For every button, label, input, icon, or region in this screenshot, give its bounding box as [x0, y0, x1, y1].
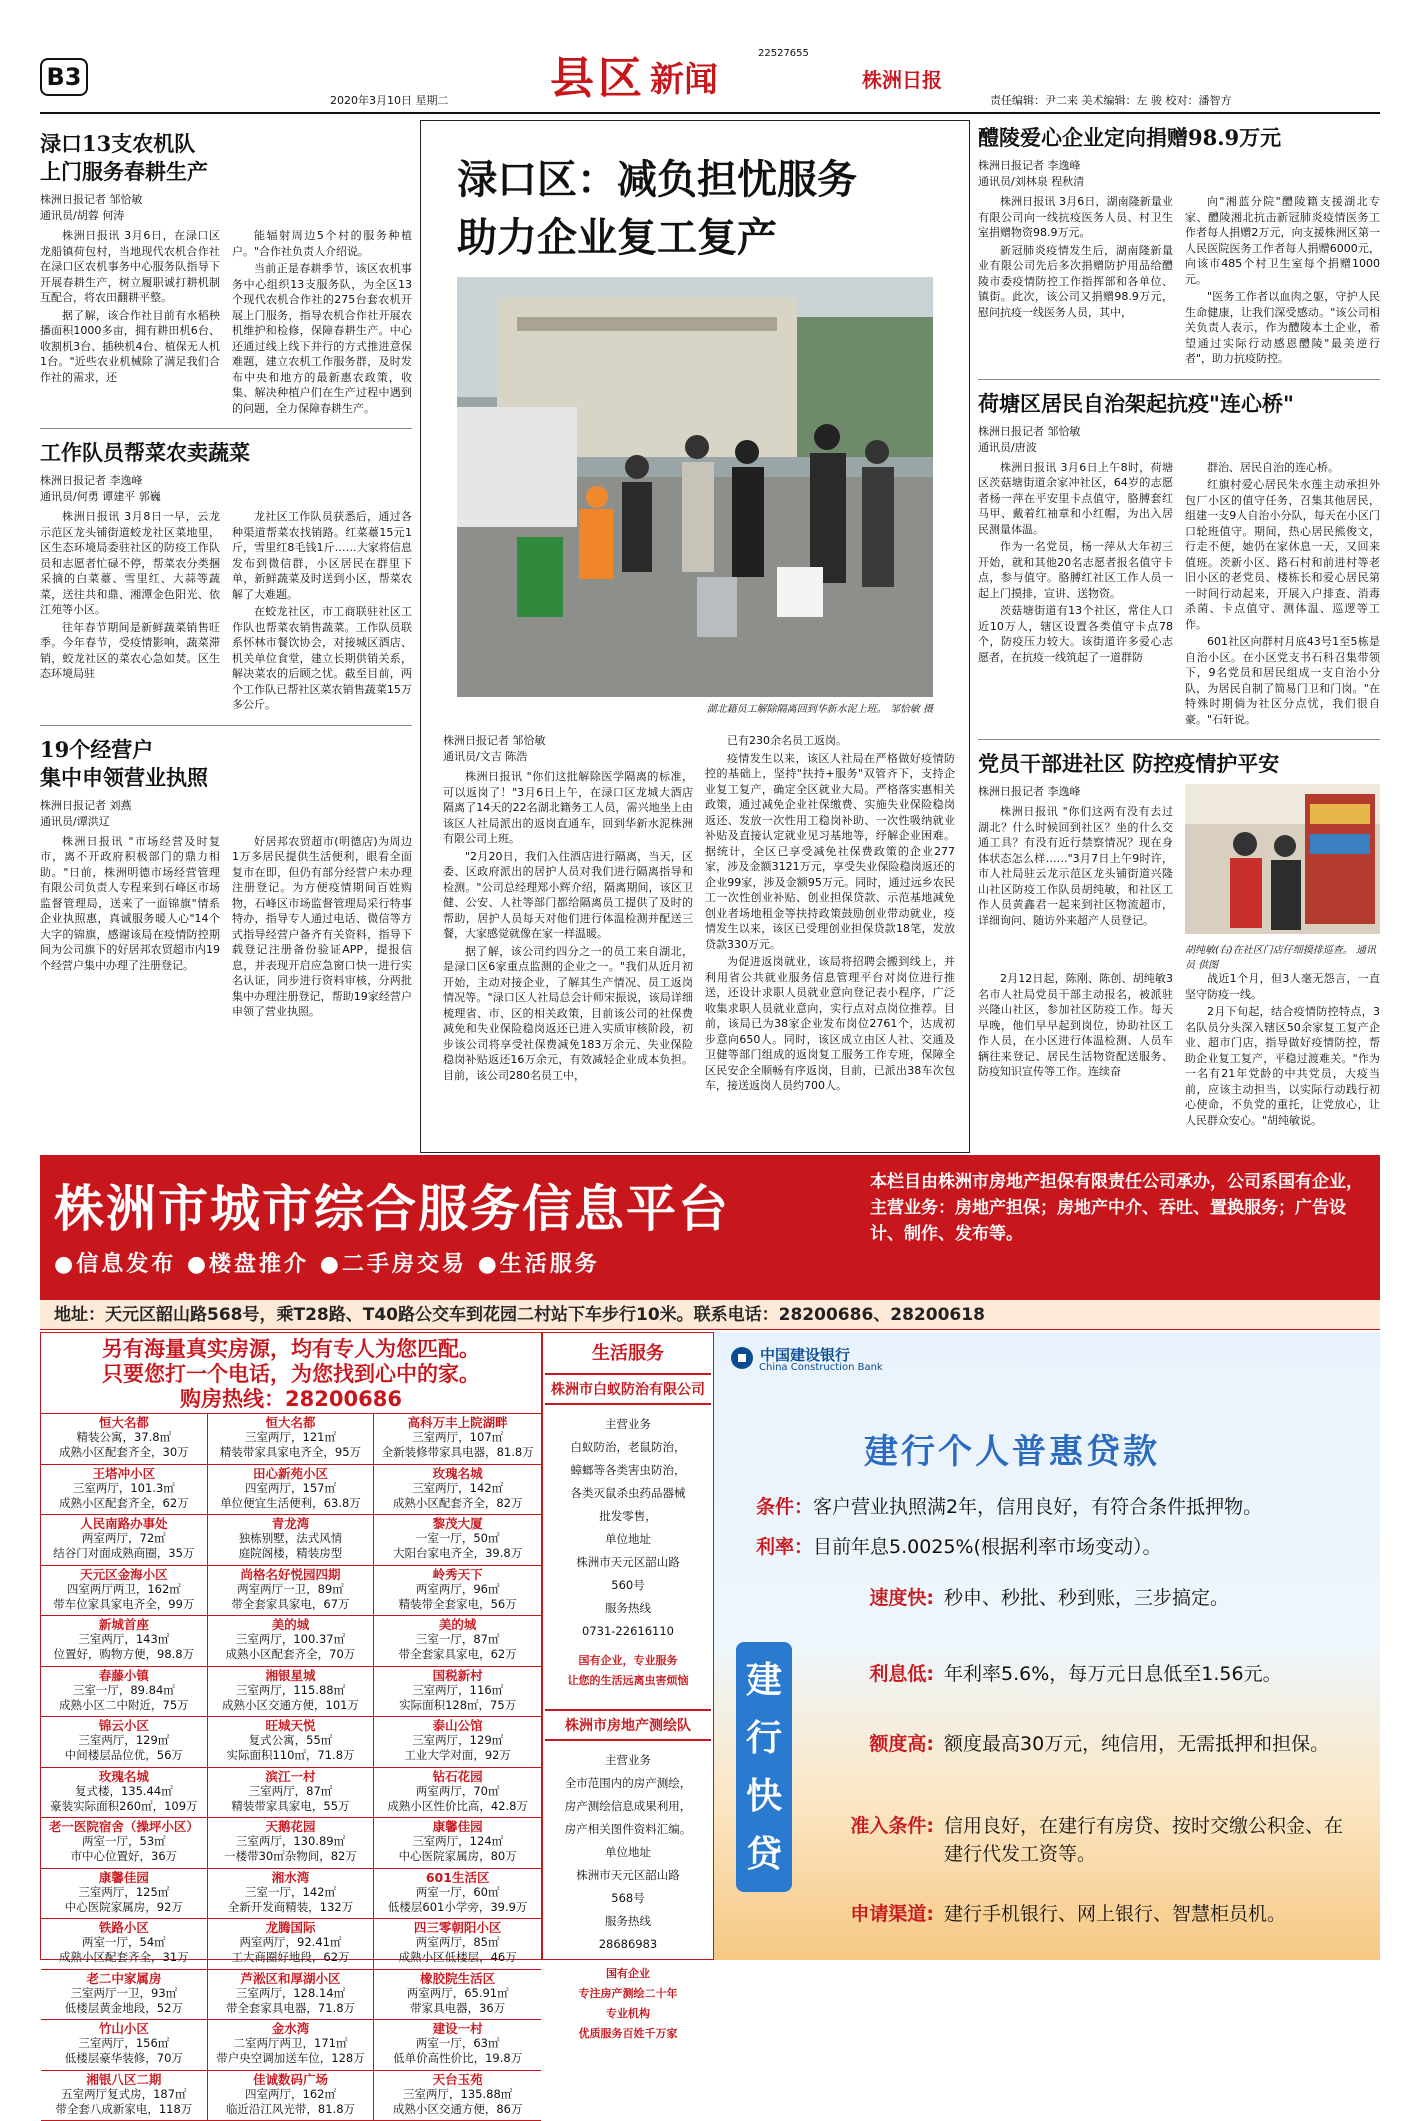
listing-details: 两室两厅，85㎡ 成熟小区低楼层，46万 — [376, 1935, 539, 1965]
listing-cell — [208, 1869, 375, 1920]
listing-details: 三室两厅，124㎡ 中心医院家属房，80万 — [376, 1834, 539, 1864]
company-name: 株洲市房地产测绘队 — [545, 1709, 711, 1741]
listing-cell — [41, 1667, 208, 1718]
listing-cell — [41, 1616, 208, 1667]
listing-cell — [208, 1818, 375, 1869]
listing-cell — [374, 1616, 541, 1667]
listing-cell — [208, 1616, 375, 1667]
listing-cell — [374, 1465, 541, 1516]
listing-details: 精装公寓，37.8㎡ 成熟小区配套齐全，30万 — [43, 1430, 205, 1460]
feature-value: 年利率5.6%，每万元日息低至1.56元。 — [944, 1660, 1344, 1688]
listing-details: 四室两厅，157㎡ 单位便宜生活便利，63.8万 — [210, 1481, 372, 1511]
listing-name: 康馨佳园 — [43, 1870, 205, 1885]
housing-listings — [40, 1332, 542, 1960]
listing-details: 三室两厅，156㎡ 低楼层豪华装修，70万 — [43, 2036, 205, 2066]
listing-name: 铁路小区 — [43, 1920, 205, 1935]
listing-details: 三室两厅，135.88㎡ 成熟小区交通方便，86万 — [376, 2087, 539, 2117]
article-title: 荷塘区居民自治架起抗疫"连心桥" — [978, 390, 1380, 418]
listing-details: 两室两厅，96㎡ 精装带全套家电，56万 — [376, 1582, 539, 1612]
listing-cell — [208, 2020, 375, 2071]
section-title: 县区 — [550, 42, 646, 106]
paragraph: 新冠肺炎疫情发生后，湖南隆新量业有限公司先后多次捐赠防护用品给醴陵市委疫情防控工作指挥部和各单位、镇街。此次，该公司又捐赠98.9万元，慰问抗疫一线医务人员，其中， — [978, 243, 1173, 321]
banner-description: 本栏目由株洲市房地产担保有限责任公司承办，公司系国有企业，主营业务：房地产担保；房地产中介、吞吐、置换服务；广告设计、制作、发布等。 — [870, 1169, 1370, 1247]
listing-details: 两室两厅，72㎡ 结谷门对面成熟商圈，35万 — [43, 1531, 205, 1561]
listing-cell — [208, 1768, 375, 1819]
loan-condition: 条件：客户营业执照满2年，信用良好，有符合条件抵押物。 — [756, 1492, 1262, 1519]
listing-details: 四室两厅，162㎡ 临近沿江风光带，81.8万 — [210, 2087, 372, 2117]
paragraph: 株洲日报讯 3月6日，在渌口区龙船镇荷包村，当地现代农机合作社在渌口区农机事务中心服务队指导下开展春耕生产，树立履职诚打耕机制互配合，将农田翻耕平整。 — [40, 228, 220, 306]
banner-title: 株洲市城市综合服务信息平台 — [54, 1169, 730, 1241]
listing-name: 国税新村 — [376, 1668, 539, 1683]
photo-caption: 胡纯敏(右)在社区门店仔细摸排巡查。 通讯员 供图 — [1185, 938, 1380, 971]
listing-name: 湘银八区二期 — [43, 2072, 205, 2087]
paragraph: 当前正是春耕季节，该区农机事务中心组织13支服务队，为全区13个现代农机合作社的275台套农机开展上门服务，指导农机合作社开展农机维护和检修，保障春耕生产。中心还通过线上线下并行的方式推进意保难题，建立农机工作服务群，及时发布中央和地方的最新惠农政策，收集、解决种植户们在生产过程中遇到的问题，全力保障春耕生产。 — [232, 261, 412, 416]
listing-cell — [374, 1667, 541, 1718]
listing-cell — [41, 1818, 208, 1869]
listing-name: 尚格名好悦园四期 — [210, 1567, 372, 1582]
listing-name: 老二中家属房 — [43, 1971, 205, 1986]
paragraph: 株洲日报讯 3月6日，湖南隆新量业有限公司向一线抗疫医务人员、村卫生室捐赠物资98.9万元。 — [978, 194, 1173, 241]
listing-cell — [41, 1465, 208, 1516]
listing-cell — [374, 1515, 541, 1566]
page-number: B3 — [40, 58, 88, 96]
listing-details: 三室两厅，129㎡ 中间楼层品位优，56万 — [43, 1733, 205, 1763]
lead-body — [443, 733, 955, 1096]
lead-headline: 渌口区：减负担忧服务 助力企业复工复产 — [421, 121, 969, 267]
listing-details: 两室两厅，70㎡ 成熟小区性价比高，42.8万 — [376, 1784, 539, 1814]
listing-cell — [208, 1515, 375, 1566]
photo-caption: 湖北籍员工解除隔离回到华新水泥上班。 邹恰敏 摄 — [457, 697, 933, 715]
listing-cell — [41, 1869, 208, 1920]
listing-details: 两室一厅，53㎡ 市中心位置好，36万 — [43, 1834, 205, 1864]
listing-name: 玫瑰名城 — [376, 1466, 539, 1481]
listing-details: 两室一厅，54㎡ 成熟小区配套齐全，31万 — [43, 1935, 205, 1965]
listing-name: 锦云小区 — [43, 1718, 205, 1733]
lead-article — [420, 120, 970, 1153]
ccb-quick-loan-label: 建行快贷 — [736, 1642, 792, 1892]
paragraph: 在蛟龙社区，市工商联驻社区工作队也帮菜农销售蔬菜。工作队员联系怀林市餐饮协会，对接城区酒店、机关单位食堂，建立长期供销关系，解决菜农的后顾之忧。截至目前，两个工作队已帮社区菜农销售蔬菜15万多公斤。 — [232, 604, 412, 713]
listing-details: 三室两厅，142㎡ 成熟小区配套齐全，82万 — [376, 1481, 539, 1511]
listing-cell — [374, 1869, 541, 1920]
paragraph: 往年春节期间是新鲜蔬菜销售旺季。今年春节，受疫情影响，蔬菜滞销，蛟龙社区的菜农心急如焚。区生态环境局驻 — [40, 620, 220, 682]
listing-cell — [41, 1919, 208, 1970]
listing-name: 601生活区 — [376, 1870, 539, 1885]
listing-cell — [374, 2071, 541, 2121]
paragraph: 株洲日报讯 "你们这两有没有去过湖北？什么时候回到社区？坐的什么交通工具？有没有近行禁察情况？现在身体状态怎么样……"3月7日上午9时许，市人社局驻云龙示范区龙头铺街道兴隆山社区防疫工作队员胡纯敏，和社区工作人员黄鑫君一起来到社区物流超市，详细询问、随访外来超产人员登记。 — [978, 804, 1173, 928]
listing-name: 旺城天悦 — [210, 1718, 372, 1733]
listing-details: 复式公寓，55㎡ 实际面积110㎡，71.8万 — [210, 1733, 372, 1763]
company-slogan: 国有企业，专业服务 让您的生活远离虫害烦恼 — [543, 1651, 713, 1691]
paragraph: 好居邦农贸超市(明德店)为周边1万多居民提供生活便利，眼看全面复市在即，但仍有部分经营户未办理注册登记。为方便疫情期间百姓购物，石峰区市场监督管理局采行特事特办，指导专人通过电话、微信等方式指导经营户备齐有关资料，指导下载登记注册备份验证APP，提报信息，并表现开启应急窗口快一进行实名认证，同步进行资料审核，分两批集中办理注册登记，帮助19家经营户申领了营业执照。 — [232, 834, 412, 1020]
listing-name: 四三零朝阳小区 — [376, 1920, 539, 1935]
bank-logo-text: 中国建设银行 — [760, 1344, 850, 1365]
listing-name: 恒大名都 — [43, 1415, 205, 1430]
listing-name: 美的城 — [210, 1617, 372, 1632]
feature-value: 秒申、秒批、秒到账，三步搞定。 — [944, 1584, 1344, 1612]
listing-cell — [374, 1566, 541, 1617]
ccb-logo-icon — [730, 1346, 754, 1370]
paragraph: "医务工作者以血肉之躯，守护人民生命健康，让我们深受感动。"该公司相关负责人表示，作为醴陵本土企业，希望通过实际行动感恩醴陵"最美逆行者"，助力抗疫防控。 — [1185, 289, 1380, 367]
paragraph: 向"湘蓝分院"醴陵籍支援湖北专家、醴陵湘北抗击新冠肺炎疫情医务工作者每人捐赠2万元，向支援株洲区第一人民医院医务工作者每人捐赠6000元，向该市485个村卫生室每个捐赠1000元。 — [1185, 194, 1380, 287]
listing-name: 芦淞区和厚湖小区 — [210, 1971, 372, 1986]
paragraph: 株洲日报讯 "你们这批解除医学隔离的标准，可以返岗了！"3月6日上午，在渌口区龙城大酒店隔离了14天的22名湖北籍务工人员，需兴地坐上由该区人社局派出的返岗直通车，回到华新水泥株洲有限公司上班。 — [443, 769, 693, 847]
paragraph: 株洲日报讯 3月6日上午8时，荷塘区茨菇塘街道余家冲社区，64岁的志愿者杨一萍在平安里卡点值守，胳膊套红马甲、戴着红袖章和小红帽，为出入居民测量体温。 — [978, 460, 1173, 538]
paragraph: 2月12日起，陈刚、陈创、胡纯敏3名市人社局党员干部主动报名，被派驻兴隆山社区，参加社区防疫工作。每天早晚，他们早早起到岗位，协助社区工作人员，在小区进行体温检测、人员车辆往来登记、居民生活物资配送服务、防疫知识宣传等工作。连续奋 — [978, 971, 1173, 1080]
listing-details: 三室两厅，116㎡ 实际面积128㎡，75万 — [376, 1683, 539, 1713]
listing-details: 三室一厅，142㎡ 全新开发商精装，132万 — [210, 1885, 372, 1915]
listing-details: 三室两厅，115.88㎡ 成熟小区交通方便，101万 — [210, 1683, 372, 1713]
paragraph: 战近1个月，但3人毫无怨言，一直坚守防疫一线。 — [1185, 971, 1380, 1002]
listing-details: 三室两厅，125㎡ 中心医院家属房，92万 — [43, 1885, 205, 1915]
listing-name: 湘银星城 — [210, 1668, 372, 1683]
listing-name: 田心新苑小区 — [210, 1466, 372, 1481]
listing-name: 橡胶院生活区 — [376, 1971, 539, 1986]
listing-grid — [41, 1413, 541, 2121]
listing-name: 金水湾 — [210, 2021, 372, 2036]
listing-cell — [374, 1970, 541, 2021]
article-title: 19个经营户 集中申领营业执照 — [40, 736, 412, 792]
paragraph: 茨菇塘街道有13个社区，常住人口近10万人，辖区设置各类值守卡点78个，防疫压力较大。该街道许多爱心志愿者，在抗疫一线筑起了一道群防 — [978, 603, 1173, 665]
listing-name: 龙腾国际 — [210, 1920, 372, 1935]
listing-details: 五室两厅复式房，187㎡ 带全套八成新家电，118万 — [43, 2087, 205, 2117]
listing-details: 三室两厅，101.3㎡ 成熟小区配套齐全，62万 — [43, 1481, 205, 1511]
company-details: 主营业务 白蚁防治，老鼠防治， 蟑螂等各类害虫防治， 各类灭鼠杀虫药品器械 批发零售， 单位地址 株洲市天元区韶山路 560号 服务热线 0731-22616110 — [543, 1413, 713, 1643]
paragraph: 据了解，该公司约四分之一的员工来自湖北，是渌口区6家重点监测的企业之一。"我们从近月初开始，主动对接企业，了解其生产情况、员工返岗情况等。"渌口区人社局总会计师宋振说，该局详细梳理省、市、区的相关政策，目前该公司的社保费减免和失业保险稳岗返还已进入实质审核阶段，初步该公司将享受社保费减免183万余元、失业保险稳岗补贴返还16万余元，有效减轻企业成本负担。目前，该公司280名员工中， — [443, 944, 693, 1084]
byline: 株洲日报记者 李逸峰 通讯员/何勇 谭建平 郭巍 — [40, 473, 412, 505]
listing-details: 两室一厅，60㎡ 低楼层601小学旁，39.9万 — [376, 1885, 539, 1915]
listing-details: 两室两厅，92.41㎡ 工大商圈好地段，62万 — [210, 1935, 372, 1965]
byline: 株洲日报记者 邹恰敏 通讯员/唐波 — [978, 424, 1380, 456]
service-platform-banner — [40, 1155, 1380, 1305]
paragraph: 疫情发生以来，该区人社局在严格做好疫情防控的基础上，坚持"扶持+服务"双管齐下，支持企业复工复产，确定全区就业大局。严格落实惠相关政策，通过减免企业社保缴费、实施失业保险稳岗返还、发放一次性用工稳岗补助、一次性吸纳就业补贴及直接认定就业见习基地等，纾解企业困难。据统计，全区已享受减免社保费政策的企业277家，涉及金额3121万元，享受失业保险稳岗返还的企业99家，涉及金额95万元。同时，通过远乡农民工一次性创业补贴、创业担保贷款、示范基地减免创业者场地租金等扶持政策鼓励创业带动就业，疫情发生以来，该区已受理创业担保贷款18笔，发放贷款330万元。 — [705, 751, 955, 953]
housing-header: 另有海量真实房源，均有专人为您匹配。 只要您打一个电话，为您找到心中的家。 购房热线：28200686 — [41, 1333, 541, 1413]
listing-name: 天元区金海小区 — [43, 1567, 205, 1582]
listing-name: 黎茂大厦 — [376, 1516, 539, 1531]
paragraph: 作为一名党员，杨一萍从大年初三开始，就和其他20名志愿者报名值守卡点，参与值守。胳膊红社区工作人员一起上门摸排，宣讲、送物资。 — [978, 539, 1173, 601]
listing-name: 高科万丰上院湖畔 — [376, 1415, 539, 1430]
bank-logo-en: China Construction Bank — [759, 1362, 883, 1373]
paragraph: 龙社区工作队员获悉后，通过各种渠道帮菜农找销路。红菜薹15元1斤，雪里红8毛钱1斤……大家将信息发布到微信群，小区居民在群里下单，新鲜蔬菜及时送到小区，帮菜农解了大难题。 — [232, 509, 412, 602]
listing-name: 春藤小镇 — [43, 1668, 205, 1683]
left-column — [40, 120, 412, 1150]
article-title: 工作队员帮菜农卖蔬菜 — [40, 439, 412, 467]
listing-name: 老一医院宿舍（操坪小区） — [43, 1819, 205, 1834]
paragraph: 株洲日报讯 3月8日一早，云龙示范区龙头铺街道蛟龙社区菜地里，区生态环境局委驻社区的防疫工作队员和志愿者忙碌不停，帮菜农分类捆采摘的白菜薹、雪里红、大蒜等蔬菜，送往共和鼎、湘潭金色阳光、依江苑等小区。 — [40, 509, 220, 618]
section-subtitle: 新闻 — [650, 52, 718, 101]
listing-details: 复式楼，135.44㎡ 豪装实际面积260㎡，109万 — [43, 1784, 205, 1814]
listing-details: 三室两厅，129㎡ 工业大学对面，92万 — [376, 1733, 539, 1763]
listing-name: 青龙湾 — [210, 1516, 372, 1531]
byline: 株洲日报记者 刘燕 通讯员/谭洪辽 — [40, 798, 412, 830]
listing-details: 二室两厅两卫，171㎡ 带户央空调加送车位，128万 — [210, 2036, 372, 2066]
right-column — [978, 114, 1380, 1150]
byline: 株洲日报记者 李逸峰 — [978, 784, 1173, 800]
byline: 株洲日报记者 邹恰敏 通讯员/胡蓉 何涛 — [40, 192, 412, 224]
paragraph: 红旗村爱心居民朱水莲主动承担外包厂小区的值守任务，召集其他居民，组建一支9人自治小分队，每天在小区门口轮班值守。期间，热心居民熊俊文，行走不便，她仍在家休息一天，又回来值班。茨新小区、路石村和前进村等老旧小区的老党员、楼栋长和爱心居民第一时间行动起来，开展入户排查、消毒杀菌、卡点值守、测体温、巡逻等工作。 — [1185, 477, 1380, 632]
listing-cell — [208, 1667, 375, 1718]
feature-value: 信用良好，在建行有房贷、按时交缴公积金、在建行代发工资等。 — [944, 1812, 1344, 1868]
listing-details: 三室两厅，143㎡ 位置好，购物方便，98.8万 — [43, 1632, 205, 1662]
listing-name: 竹山小区 — [43, 2021, 205, 2036]
listing-name: 岭秀天下 — [376, 1567, 539, 1582]
byline: 株洲日报记者 李逸峰 通讯员/刘林泉 程秋清 — [978, 158, 1380, 190]
listing-cell — [208, 1566, 375, 1617]
bank-ad-title: 建行个人普惠贷款 — [864, 1424, 1160, 1473]
byline: 株洲日报记者 邹恰敏 通讯员/文吉 陈浩 — [443, 733, 693, 765]
listing-cell — [41, 2020, 208, 2071]
listing-cell — [41, 1566, 208, 1617]
photo-community-inspection — [1185, 784, 1380, 934]
listing-details: 三室两厅，87㎡ 精装带家具家电，55万 — [210, 1784, 372, 1814]
listing-name: 天台玉苑 — [376, 2072, 539, 2087]
feature-key: 额度高: — [794, 1730, 934, 1758]
article-title: 渌口13支农机队 上门服务春耕生产 — [40, 130, 412, 186]
listing-cell — [374, 1414, 541, 1465]
listing-details: 三室两厅，128.14㎡ 带全套家具电器，71.8万 — [210, 1986, 372, 2016]
listing-details: 三室两厅一卫，93㎡ 低楼层黄金地段，52万 — [43, 1986, 205, 2016]
listing-cell — [374, 2020, 541, 2071]
feature-key: 准入条件: — [794, 1812, 934, 1840]
company-name: 株洲市白蚁防治有限公司 — [545, 1373, 711, 1405]
news-photo — [457, 277, 933, 717]
paragraph: 株洲日报讯 "市场经营及时复市，离不开政府积极部门的鼎力相助。"日前，株洲明德市场经营管理有限公司负责人专程来到石峰区市场监督管理局，送来了一面锦旗"情系企业执照惠，真诚服务暖人心"14个大字的锦旗，感谢该局在疫情防控期间为公司旗下的好居邦农贸超市内19个经营户集中办理了注册登记。 — [40, 834, 220, 974]
article-title: 党员干部进社区 防控疫情护平安 — [978, 750, 1380, 778]
listing-cell — [374, 1717, 541, 1768]
listing-cell — [41, 1768, 208, 1819]
listing-name: 玫瑰名城 — [43, 1769, 205, 1784]
listing-name: 建设一村 — [376, 2021, 539, 2036]
paragraph: 群治、居民自治的连心桥。 — [1185, 460, 1380, 476]
article-title: 醴陵爱心企业定向捐赠98.9万元 — [978, 124, 1380, 152]
listing-cell — [208, 1919, 375, 1970]
listing-cell — [208, 1465, 375, 1516]
feature-value: 额度最高30万元，纯信用，无需抵押和担保。 — [944, 1730, 1344, 1758]
feature-value: 建行手机银行、网上银行、智慧柜员机。 — [944, 1900, 1344, 1928]
listing-name: 王塔冲小区 — [43, 1466, 205, 1481]
issue-date: 2020年3月10日 星期二 — [330, 92, 449, 108]
listing-details: 两室两厅，65.91㎡ 带家具电器，36万 — [376, 1986, 539, 2016]
listing-details: 独栋别墅，法式风情 庭院阁楼，精装房型 — [210, 1531, 372, 1561]
listing-cell — [208, 2071, 375, 2121]
listing-name: 康馨佳园 — [376, 1819, 539, 1834]
photo-returning-workers — [457, 277, 933, 697]
listing-cell — [41, 2071, 208, 2121]
listing-cell — [41, 1515, 208, 1566]
listing-details: 两室两厅一卫，89㎡ 带全套家具家电，67万 — [210, 1582, 372, 1612]
listing-name: 湘水湾 — [210, 1870, 372, 1885]
listing-name: 新城首座 — [43, 1617, 205, 1632]
life-services — [542, 1332, 714, 1960]
listing-cell — [374, 1768, 541, 1819]
listing-cell — [374, 1818, 541, 1869]
listing-details: 三室两厅，100.37㎡ 成熟小区配套齐全，70万 — [210, 1632, 372, 1662]
feature-key: 速度快: — [794, 1584, 934, 1612]
listing-cell — [208, 1717, 375, 1768]
paragraph: "2月20日，我们入住酒店进行隔离，当天，区委、区政府派出的居护人员对我们进行隔离指导和检测。"公司总经理郑小辉介绍，隔离期间，该区卫健、公安、人社等部门都给隔离员工提供了及时的帮助，居护人员每天对他们进行体温检测并配送三餐，大家感觉就像在家一样温暖。 — [443, 849, 693, 942]
listing-details: 三室一厅，89.84㎡ 成熟小区二中附近，75万 — [43, 1683, 205, 1713]
listing-details: 四室两厅两卫，162㎡ 带车位家具家电齐全，99万 — [43, 1582, 205, 1612]
masthead — [40, 40, 1380, 110]
listing-cell — [41, 1970, 208, 2021]
listing-name: 佳诚数码广场 — [210, 2072, 372, 2087]
paragraph: 为促进返岗就业，该局将招聘会搬到线上，并利用省公共就业服务信息管理平台对岗位进行推送，还设计求职人员就业意向登记表小程序，广泛收集求职人员就业意向，实行点对点岗位推荐。目前，该局已为38家企业发布岗位2761个，达成初步意向650人。同时，该区成立由区人社、交通及卫健等部门组成的返岗复工服务工作专班，保障全区民安企全顺畅有序返岗，目前，已派出38车次包车，接送返岗人员约700人。 — [705, 954, 955, 1094]
listing-name: 泰山公馆 — [376, 1718, 539, 1733]
paragraph: 已有230余名员工返岗。 — [705, 733, 955, 749]
feature-key: 申请渠道: — [794, 1900, 934, 1928]
listing-name: 恒大名都 — [210, 1415, 372, 1430]
feature-key: 利息低: — [794, 1660, 934, 1688]
listing-name: 天鹅花园 — [210, 1819, 372, 1834]
listing-cell — [208, 1970, 375, 2021]
listing-details: 三室两厅，107㎡ 全新装修带家具电器，81.8万 — [376, 1430, 539, 1460]
editor-credits: 责任编辑：尹二来 美术编辑：左 骏 校对：潘智方 — [990, 92, 1232, 108]
listing-name: 美的城 — [376, 1617, 539, 1632]
listing-name: 钻石花园 — [376, 1769, 539, 1784]
loan-rate: 利率：目前年息5.0025%(根据利率市场变动）。 — [756, 1532, 1161, 1559]
listing-cell — [41, 1717, 208, 1768]
listing-details: 两室一厅，63㎡ 低单价高性价比，19.8万 — [376, 2036, 539, 2066]
listing-cell — [374, 1919, 541, 1970]
section-phone: 22527655 — [758, 48, 809, 59]
company-details: 主营业务 全市范围内的房产测绘， 房产测绘信息成果利用， 房产相关图件资料汇编。 单位地址 株洲市天元区韶山路 568号 服务热线 28686983 — [543, 1749, 713, 1956]
listing-details: 三室一厅，87㎡ 带全套家具家电，62万 — [376, 1632, 539, 1662]
listing-cell — [41, 1414, 208, 1465]
listing-name: 人民南路办事处 — [43, 1516, 205, 1531]
newspaper-logo: 株洲日报 — [862, 64, 942, 93]
paragraph: 能辐射周边5个村的服务种植户。"合作社负责人介绍说。 — [232, 228, 412, 259]
bank-ad — [714, 1332, 1380, 1960]
listing-details: 三室两厅，130.89㎡ 一楼带30㎡杂物间，82万 — [210, 1834, 372, 1864]
life-header: 生活服务 — [543, 1339, 713, 1365]
banner-tags: ●信息发布 ●楼盘推介 ●二手房交易 ●生活服务 — [54, 1247, 600, 1278]
listing-cell — [208, 1414, 375, 1465]
paragraph: 601社区向群村月底43号1至5栋是自治小区。在小区党支书石科召集带领下，9名党员和居民组成一支自治小分队，为居民自制了简易门卫和门岗。"在特殊时期倘为社区分点忧，我们很自豪。"石轩说。 — [1185, 634, 1380, 727]
listing-details: 三室两厅，121㎡ 精装带家具家电齐全，95万 — [210, 1430, 372, 1460]
paragraph: 据了解，该合作社目前有水稻秧播面积1000多亩，拥有耕田机6台、收割机3台、插秧机4台、植保无人机1台。"近些农业机械除了满足我们合作社的需求，还 — [40, 308, 220, 386]
paragraph: 2月下旬起，结合疫情防控特点，3名队员分头深入辖区50余家复工复产企业、超市门店，指导做好疫情防控，帮助企业复工复产，平稳过渡难关。"作为一名有21年党龄的中共党员，大疫当前，应该主动担当，以实际行动践行初心使命，不负党的重托，让党放心，让人民群众安心。"胡纯敏说。 — [1185, 1004, 1380, 1128]
listing-details: 一室一厅，50㎡ 大阳台家电齐全，39.8万 — [376, 1531, 539, 1561]
listing-name: 滨江一村 — [210, 1769, 372, 1784]
banner-address: 地址：天元区韶山路568号，乘T28路、T40路公交车到花园二村站下车步行10米。联系电话：28200686、28200618 — [40, 1300, 1380, 1330]
company-slogan: 国有企业 专注房产测绘二十年 专业机构 优质服务百姓千万家 — [543, 1964, 713, 2044]
